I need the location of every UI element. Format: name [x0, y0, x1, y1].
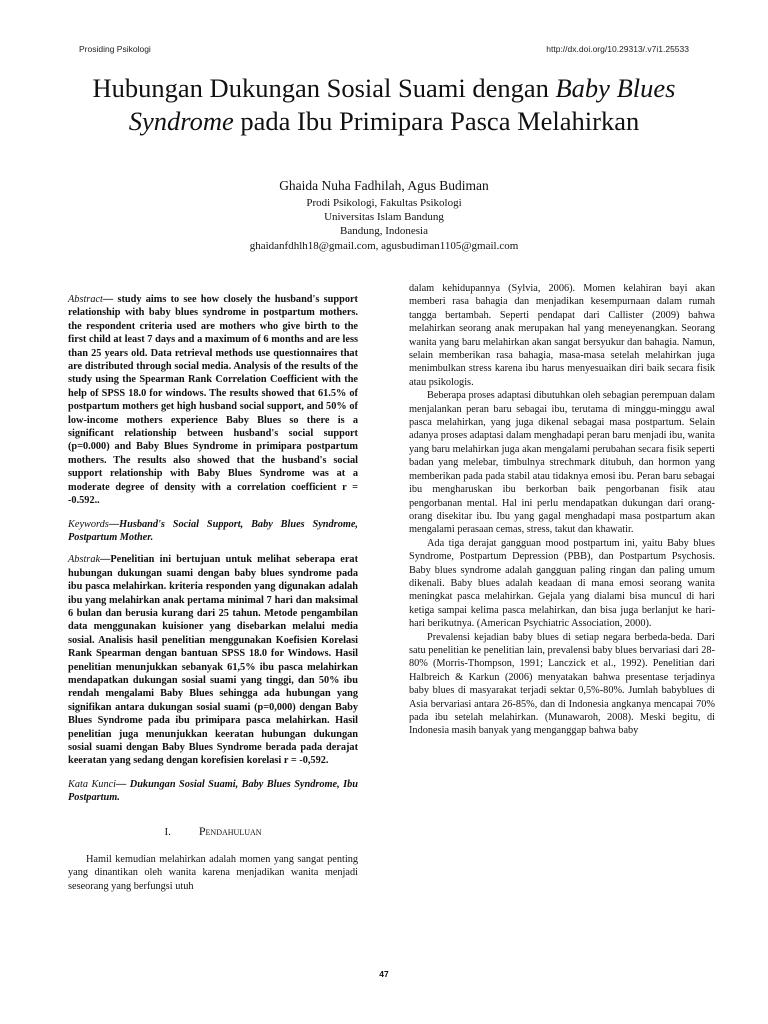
journal-name: Prosiding Psikologi: [79, 44, 151, 54]
right-column: [409, 282, 715, 738]
abstract-text: study aims to see how closely the husband's support relationship with baby blues syndrome in postpartum mothers. the respondent criteria used are mothers who give birth to the first child at least 7 days and a maximum of 6 months and are less than 25 years old. Data retrieval methods use questionnaires that are distributed through social media. Analysis of the results of the study using the Spearman Rank Correlation Coefficient with the help of SPSS 18.0 for windows. The results showed that 61.5% of postpartum mothers get high husband social support, and 50% of low-income mothers experience Baby Blues so there is a significant relationship between husband's social support (p=0.000) and Baby Blues Syndrome in primipara postpartum mothers. The results also showed that the husband's social support relationship with Baby Blues Syndrome was at a moderate degree of density with a correlation coefficient r = -0.592..: [68, 294, 358, 507]
page-number: 47: [379, 969, 389, 979]
body-paragraph: Ada tiga derajat gangguan mood postpartum ini, yaitu Baby blues Syndrome, Postpartum Depression (PBB), dan Postpartum Psychosis. Baby blues syndrome adalah gangguan paling ringan dan paling umum dikenali. Baby blues adalah keadaan di mana emosi seorang wanita meningkat pasca melahirkan. Gejala yang dialami bisa muncul di hari ketiga sampai kelima pasca melahirkan, dan bisa juga berlanjut ke hari-hari berikutnya. (American Psychiatric Association, 2000).: [409, 537, 715, 630]
title-part-2: pada Ibu Primipara Pasca Melahirkan: [233, 106, 640, 136]
kata-kunci-text: Dukungan Sosial Suami, Baby Blues Syndrome, Ibu Postpartum.: [68, 778, 358, 804]
intro-paragraph: Hamil kemudian melahirkan adalah momen yang sangat penting yang dinantikan oleh wanita karena menjadikan wanita menjadi seseorang yang berfungsi utuh: [68, 854, 358, 892]
affiliation: [0, 196, 768, 253]
keywords-indonesian: [68, 778, 358, 805]
keywords-text: Husband's Social Support, Baby Blues Syndrome, Postpartum Mother.: [68, 518, 358, 543]
keywords-english: [68, 518, 358, 545]
kata-kunci-label: Kata Kunci: [68, 778, 117, 790]
section-number: I.: [164, 825, 171, 838]
doi-link[interactable]: http://dx.doi.org/10.29313/.v7i1.25533: [546, 44, 689, 54]
affiliation-dept: Prodi Psikologi, Fakultas Psikologi: [306, 197, 462, 209]
left-column: [68, 293, 358, 893]
abstract-english: [68, 293, 358, 508]
body-paragraph: Beberapa proses adaptasi dibutuhkan oleh sebagian perempuan dalam menjalankan peran baru sebagai ibu, terutama di minggu-minggu awal pasca melahirkan, yang juga dikenal sebagai masa postpartum. Selain adanya proses adaptasi dalam menghadapi peran baru menjadi ibu, wanita yang baru melahirkan juga akan mengalami perubahan secara fisik seperti badan yang melebar, timbulnya strechmark ditubuh, dan hormon yang memberikan pada pada stabil atau tidaknya emosi ibu. Peran baru sebagai ibu mengharuskan ibu berkorban baik pengorbanan fisik atau pengorbanan mental. Hal ini perlu mendapatkan dukungan dari orang-orang disekitar ibu. Ibu yang gagal menghadapi masa postpartum akan mengalami perasaan cemas, stress, takut dan khawatir.: [409, 390, 715, 536]
body-paragraph: Prevalensi kejadian baby blues di setiap negara berbeda-beda. Dari satu penelitian ke penelitian lain, prevalensi baby blues bervariasi dari 28-80% (Morris-Thompson, 1991; Lanczick et al., 1992). Penelitian dari Halbreich & Karkun (2006) menyatakan bahwa presentase terjadinya baby blues di masyarakat terjadi sektar 0,5%-80%. Jumlah babyblues di Asia bervariasi antara 26-85%, dan di Indonesia angkanya mencapai 70% pada ibu setelah melahirkan. (Munawaroh, 2008). Meski begitu, di Indonesia masih banyak yang menganggap bahwa baby: [409, 631, 715, 737]
paper-title: [70, 72, 698, 138]
authors: Ghaida Nuha Fadhilah, Agus Budiman: [279, 178, 489, 193]
section-name: Pendahuluan: [198, 823, 262, 838]
kata-kunci-dash: —: [116, 778, 127, 790]
body-paragraph: dalam kehidupannya (Sylvia, 2006). Momen kelahiran bayi akan memberi rasa bahagia dan menjadikan kesempurnaan dalam rumah tangga bertambah. Seperti pendapat dari Callister (2009) bahwa melahirkan seorang anak merupakan hal yang meneyenangkan. Seorang wanita yang baru melahirkan akan sangat bersyukur dan bahagia. Namun, selain memberikan rasa bahagia, masa-masa setelah melahirkan juga menimbulkan stress karena ibu harus menyesuaikan diri baik secara fisik atau psikologis.: [409, 283, 715, 388]
affiliation-university: Universitas Islam Bandung: [324, 211, 444, 224]
abstract-dash: —: [102, 294, 114, 305]
section-heading: [68, 825, 358, 839]
title-italic: Baby Blues Syndrome: [128, 73, 676, 136]
affiliation-city: Bandung, Indonesia: [340, 225, 428, 238]
abstrak-label: Abstrak: [68, 554, 101, 566]
abstract-label: Abstract: [68, 294, 103, 305]
abstrak-text: Penelitian ini bertujuan untuk melihat seberapa erat hubungan dukungan suami dengan baby blues syndrome pada ibu pasca melahirkan. kriteria responden yang digunakan adalah ibu yang melahirkan anak pertama minimal 7 hari dan maksimal 6 bulan dan berusia kurang dari 25 tahun. Metode pengambilan data menggunakan kuisioner yang disebarkan melalui media sosial. Analisis hasil penelitian menggunakan Koefisien Korelasi Rank Spearman dengan bantuan SPSS 18.0 for Windows. Hasil penelitian menunjukkan sebanyak 61,5% ibu pasca melahirkan mendapatkan dukungan sosial suami yang tinggi, dan 50% ibu rendah mengalami Baby Blues sehingga ada hubungan yang signifikan antara dukungan sosial suami (p=0,000) dengan Baby Blues Syndrome pada ibu primipara pasca melahirkan. Hasil penelitian juga menunjukkan keeratan hubungan dukungan sosial suami dengan Baby Blues Syndrome berada pada derajat keeratan yang sedang dengan korefisien korelasi r = -0,592.: [68, 554, 358, 767]
keywords-label: Keywords: [68, 518, 109, 530]
abstract-indonesian: [68, 553, 358, 768]
title-part-1: Hubungan Dukungan Sosial Suami dengan: [92, 73, 556, 103]
author-emails[interactable]: ghaidanfdhlh18@gmail.com, agusbudiman1105@gmail.com: [249, 239, 519, 252]
running-header: [79, 44, 689, 54]
abstrak-dash: —: [100, 554, 111, 566]
keywords-dash: —: [108, 518, 120, 530]
